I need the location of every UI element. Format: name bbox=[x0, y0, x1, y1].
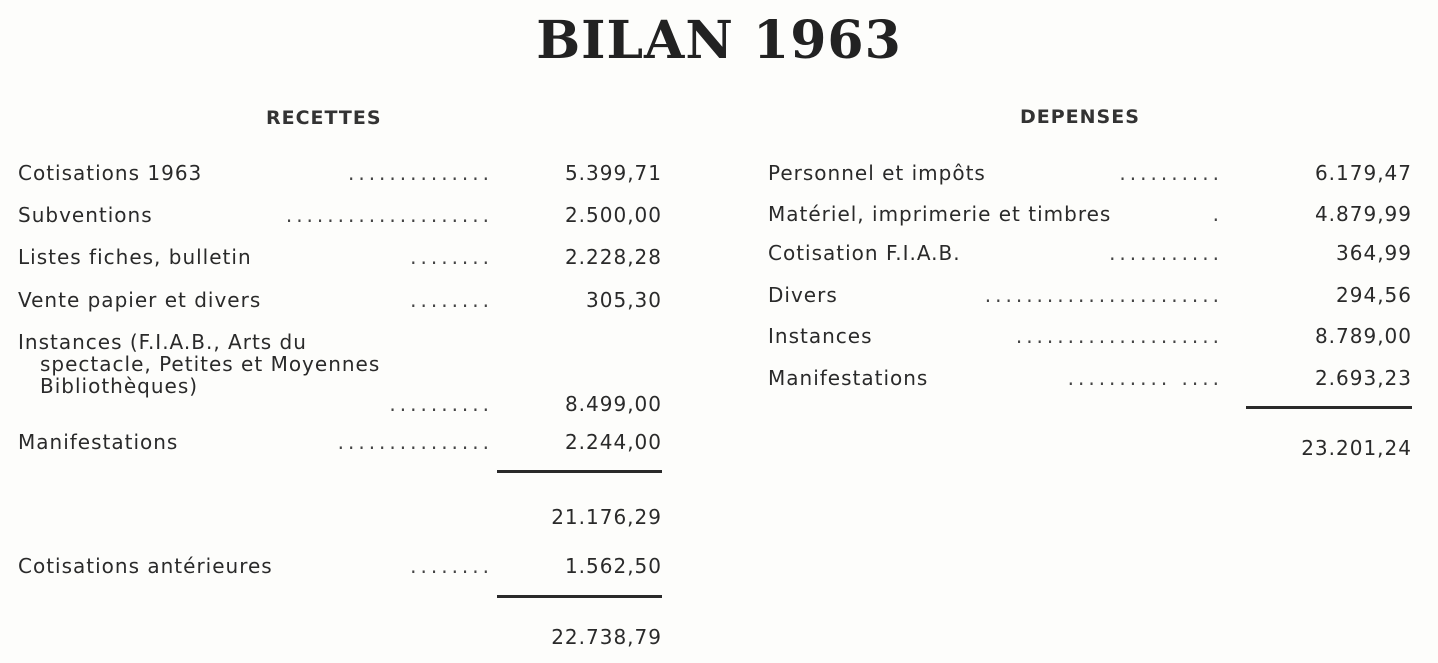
row-amount: 2.244,00 bbox=[564, 430, 662, 454]
recettes-total-rule bbox=[497, 595, 662, 598]
row-leader: .............. bbox=[347, 163, 493, 183]
row-leader: ....................... bbox=[984, 285, 1223, 305]
row-amount: 2.228,28 bbox=[564, 245, 662, 269]
row-amount: 364,99 bbox=[1336, 241, 1412, 265]
row-label-line-1: Instances (F.I.A.B., Arts du bbox=[18, 330, 307, 354]
row-leader: .................... bbox=[285, 205, 493, 225]
row-amount: 2.693,23 bbox=[1314, 366, 1412, 390]
row-label: Cotisations 1963 bbox=[18, 161, 203, 185]
row-amount: 2.500,00 bbox=[564, 203, 662, 227]
row-leader: . bbox=[1212, 204, 1223, 224]
depenses-total-rule bbox=[1246, 406, 1412, 409]
row-leader: ........ bbox=[410, 556, 493, 576]
row-leader: ............... bbox=[337, 432, 493, 452]
total-amount: 22.738,79 bbox=[551, 625, 662, 649]
subtotal-amount: 21.176,29 bbox=[551, 505, 662, 529]
row-label: Matériel, imprimerie et timbres bbox=[768, 202, 1112, 226]
row-label-line-2: spectacle, Petites et Moyennes bbox=[40, 352, 381, 376]
row-label: Personnel et impôts bbox=[768, 161, 986, 185]
row-leader: .......... bbox=[1119, 163, 1223, 183]
row-amount: 294,56 bbox=[1336, 283, 1412, 307]
page-title: BILAN 1963 bbox=[536, 10, 902, 71]
row-label: Manifestations bbox=[18, 430, 179, 454]
row-leader: ........ bbox=[410, 290, 493, 310]
row-label: Subventions bbox=[18, 203, 153, 227]
total-amount: 23.201,24 bbox=[1301, 436, 1412, 460]
row-label: Cotisation F.I.A.B. bbox=[768, 241, 961, 265]
row-leader: ........... bbox=[1109, 243, 1223, 263]
row-amount: 6.179,47 bbox=[1314, 161, 1412, 185]
row-leader: .................... bbox=[1015, 326, 1223, 346]
row-label: Instances bbox=[768, 324, 873, 348]
row-leader: ........ bbox=[410, 247, 493, 267]
row-label: Listes fiches, bulletin bbox=[18, 245, 252, 269]
row-label: Divers bbox=[768, 283, 838, 307]
row-label: Manifestations bbox=[768, 366, 929, 390]
row-amount: 4.879,99 bbox=[1314, 202, 1412, 226]
row-amount: 8.789,00 bbox=[1314, 324, 1412, 348]
row-label: Cotisations antérieures bbox=[18, 554, 273, 578]
row-leader: .......... bbox=[389, 394, 493, 414]
recettes-row-instances bbox=[18, 331, 474, 397]
row-amount: 1.562,50 bbox=[564, 554, 662, 578]
row-amount: 8.499,00 bbox=[564, 392, 662, 416]
row-amount: 5.399,71 bbox=[564, 161, 662, 185]
recettes-heading: RECETTES bbox=[266, 107, 382, 129]
row-leader: .......... .... bbox=[1067, 368, 1223, 388]
depenses-heading: DEPENSES bbox=[1020, 106, 1140, 128]
row-label-line-3: Bibliothèques) bbox=[40, 374, 199, 398]
row-amount: 305,30 bbox=[586, 288, 662, 312]
recettes-subtotal-rule bbox=[497, 470, 662, 473]
row-label: Vente papier et divers bbox=[18, 288, 262, 312]
